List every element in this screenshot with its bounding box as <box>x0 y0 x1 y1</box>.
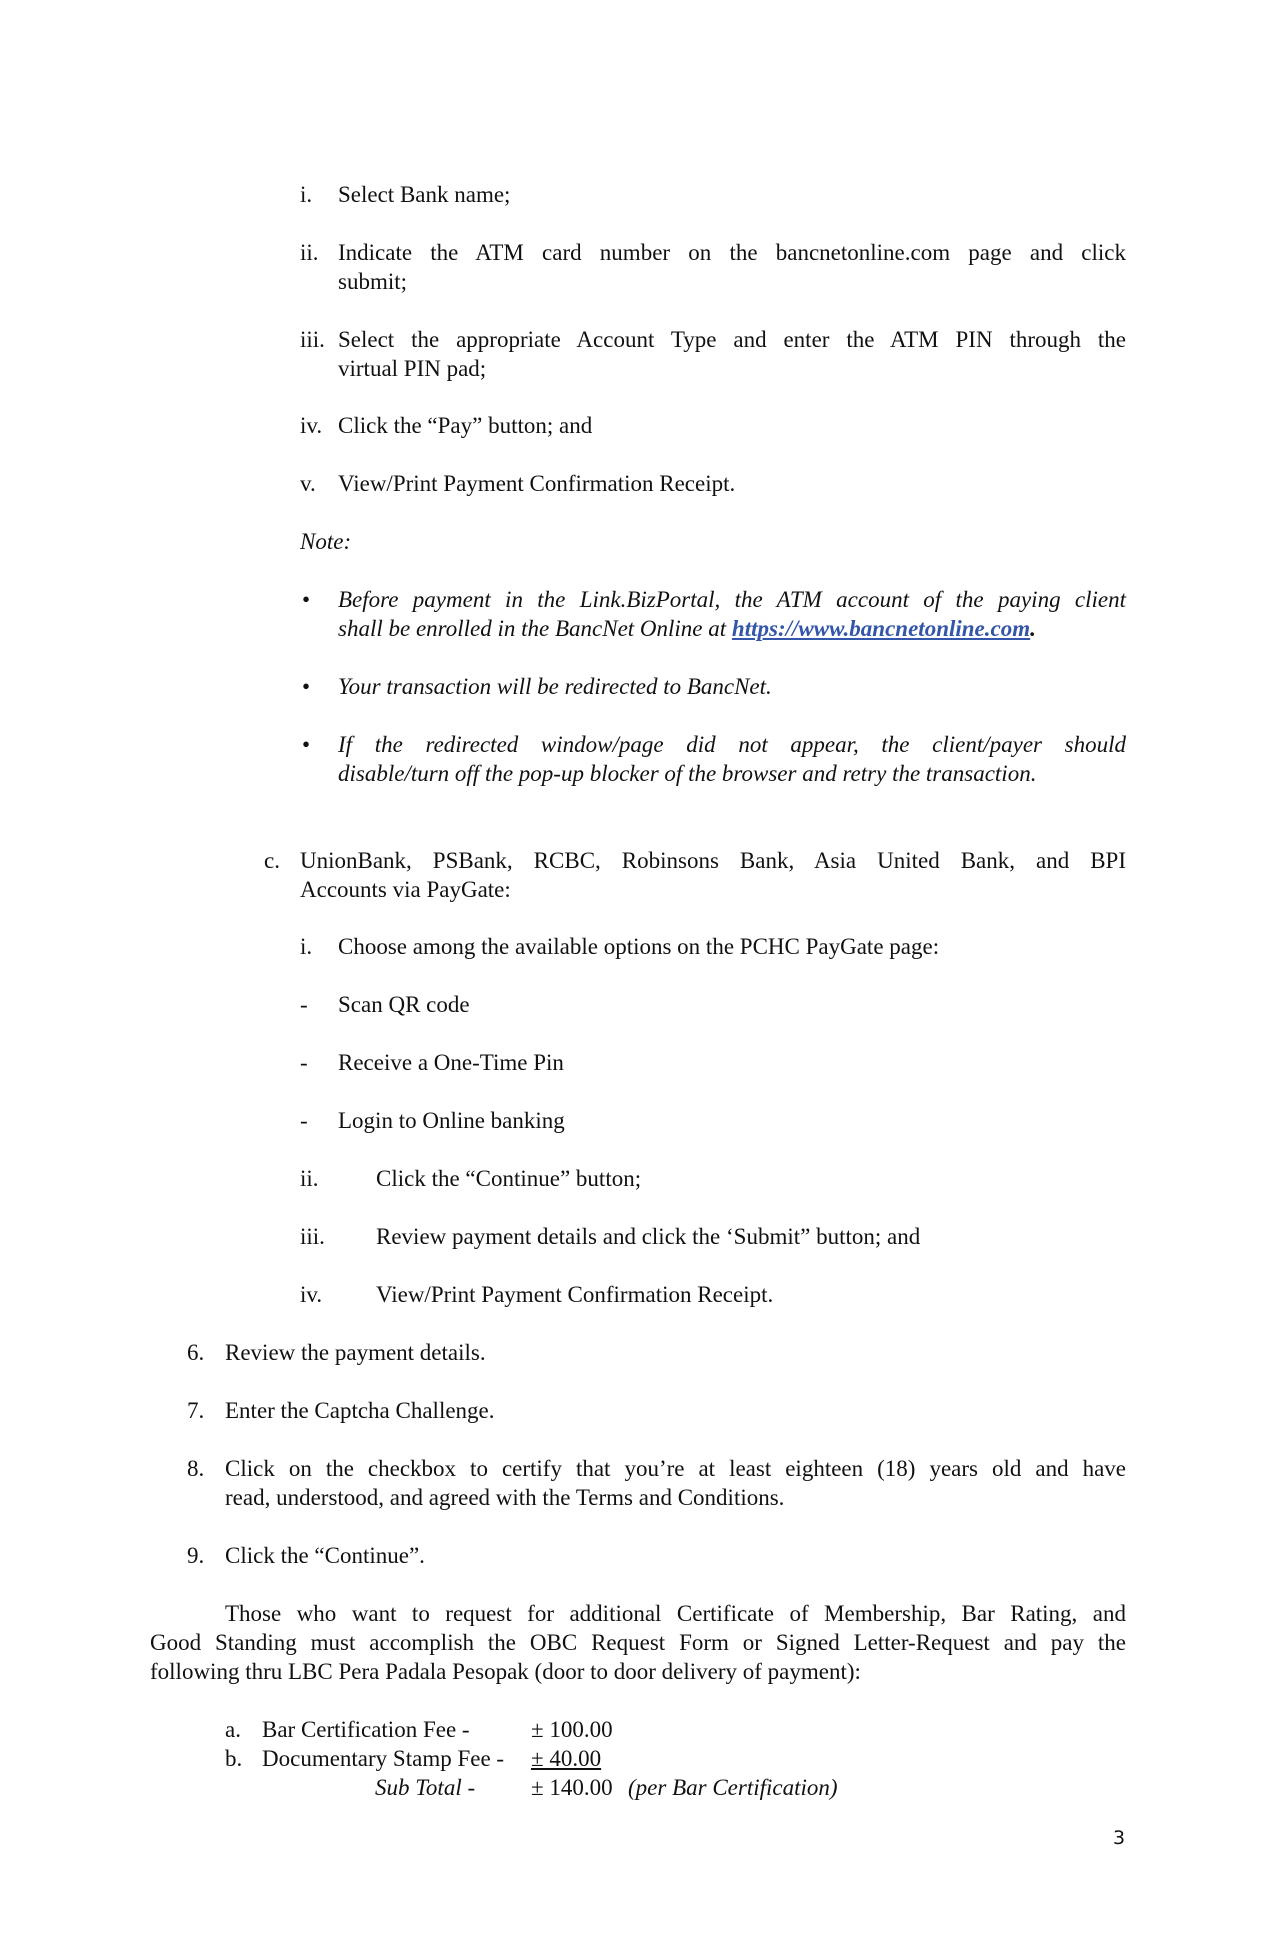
section-c-step-i-text: Choose among the available options on the PCHC PayGate page: <box>338 934 940 959</box>
dash-3: - <box>300 1108 308 1133</box>
fee-b-amount: ± 40.00 <box>531 1746 602 1771</box>
step-i-number: i. <box>300 182 313 207</box>
note-3-line2: disable/turn off the pop-up blocker of the browser and retry the transaction. <box>338 761 1037 786</box>
step-ii-number: ii. <box>300 240 319 265</box>
bullet-3: • <box>302 732 311 757</box>
step-iii-line2: virtual PIN pad; <box>338 356 487 381</box>
step-8-line2: read, understood, and agreed with the Terms and Conditions. <box>225 1485 785 1510</box>
section-c-step-ii-text: Click the “Continue” button; <box>376 1166 642 1191</box>
step-ii-line2: submit; <box>338 269 408 294</box>
paragraph-line1: Those who want to request for additional Certificate of Membership, Bar Rating, and <box>225 1601 1126 1626</box>
step-i-text: Select Bank name; <box>338 182 511 207</box>
bullet-2: • <box>302 674 311 699</box>
option-scan-qr: Scan QR code <box>338 992 470 1017</box>
note-3-line1: If the redirected window/page did not appear, the client/payer should <box>338 732 1126 757</box>
step-7-text: Enter the Captcha Challenge. <box>225 1398 495 1423</box>
fee-b-letter: b. <box>225 1746 243 1771</box>
subtotal-note: (per Bar Certification) <box>628 1775 838 1800</box>
section-c-step-iii-number: iii. <box>300 1224 325 1249</box>
step-iii-line1: Select the appropriate Account Type and enter the ATM PIN through the <box>338 327 1126 352</box>
page-number: 3 <box>1113 1827 1126 1849</box>
fee-b-label: Documentary Stamp Fee - <box>262 1746 505 1771</box>
step-iii-number: iii. <box>300 327 325 352</box>
option-otp: Receive a One-Time Pin <box>338 1050 564 1075</box>
bullet-1: • <box>302 587 311 612</box>
note-1-line1: Before payment in the Link.BizPortal, the ATM account of the paying client <box>338 587 1126 612</box>
step-6-text: Review the payment details. <box>225 1340 486 1365</box>
section-c-line1: UnionBank, PSBank, RCBC, Robinsons Bank, Asia United Bank, and BPI <box>300 848 1126 873</box>
step-7-number: 7. <box>187 1398 205 1423</box>
section-c-letter: c. <box>264 848 280 873</box>
section-c-step-i-number: i. <box>300 934 313 959</box>
note-1-line2-prefix: shall be enrolled in the BancNet Online at <box>338 616 732 641</box>
bancnet-link[interactable]: https://www.bancnetonline.com <box>731 616 1031 641</box>
dash-1: - <box>300 992 308 1017</box>
option-online-banking: Login to Online banking <box>338 1108 565 1133</box>
step-iv-text: Click the “Pay” button; and <box>338 413 593 438</box>
step-9-number: 9. <box>187 1543 205 1568</box>
step-v-number: v. <box>300 471 316 496</box>
step-ii-line1: Indicate the ATM card number on the bancnetonline.com page and click <box>338 240 1126 265</box>
note-2-text: Your transaction will be redirected to BancNet. <box>338 674 772 699</box>
section-c-step-iv-number: iv. <box>300 1282 323 1307</box>
step-8-line1: Click on the checkbox to certify that you’re at least eighteen (18) years old and have <box>225 1456 1126 1481</box>
section-c-line2: Accounts via PayGate: <box>300 877 511 902</box>
paragraph-line3: following thru LBC Pera Padala Pesopak (door to door delivery of payment): <box>150 1659 861 1684</box>
step-9-text: Click the “Continue”. <box>225 1543 425 1568</box>
subtotal-amount: ± 140.00 <box>531 1775 613 1800</box>
note-1-line2 <box>338 614 1036 643</box>
paragraph-line2: Good Standing must accomplish the OBC Request Form or Signed Letter-Request and pay the <box>150 1630 1126 1655</box>
fee-a-amount: ± 100.00 <box>531 1717 613 1742</box>
step-iv-number: iv. <box>300 413 323 438</box>
fee-a-label: Bar Certification Fee - <box>262 1717 470 1742</box>
dash-2: - <box>300 1050 308 1075</box>
note-1-line2-suffix: . <box>1030 616 1036 641</box>
subtotal-label: Sub Total - <box>375 1775 476 1800</box>
section-c-step-ii-number: ii. <box>300 1166 319 1191</box>
note-label: Note: <box>300 529 352 554</box>
step-6-number: 6. <box>187 1340 205 1365</box>
fee-a-letter: a. <box>225 1717 241 1742</box>
section-c-step-iii-text: Review payment details and click the ‘Submit” button; and <box>376 1224 921 1249</box>
step-v-text: View/Print Payment Confirmation Receipt. <box>338 471 736 496</box>
step-8-number: 8. <box>187 1456 205 1481</box>
section-c-step-iv-text: View/Print Payment Confirmation Receipt. <box>376 1282 774 1307</box>
